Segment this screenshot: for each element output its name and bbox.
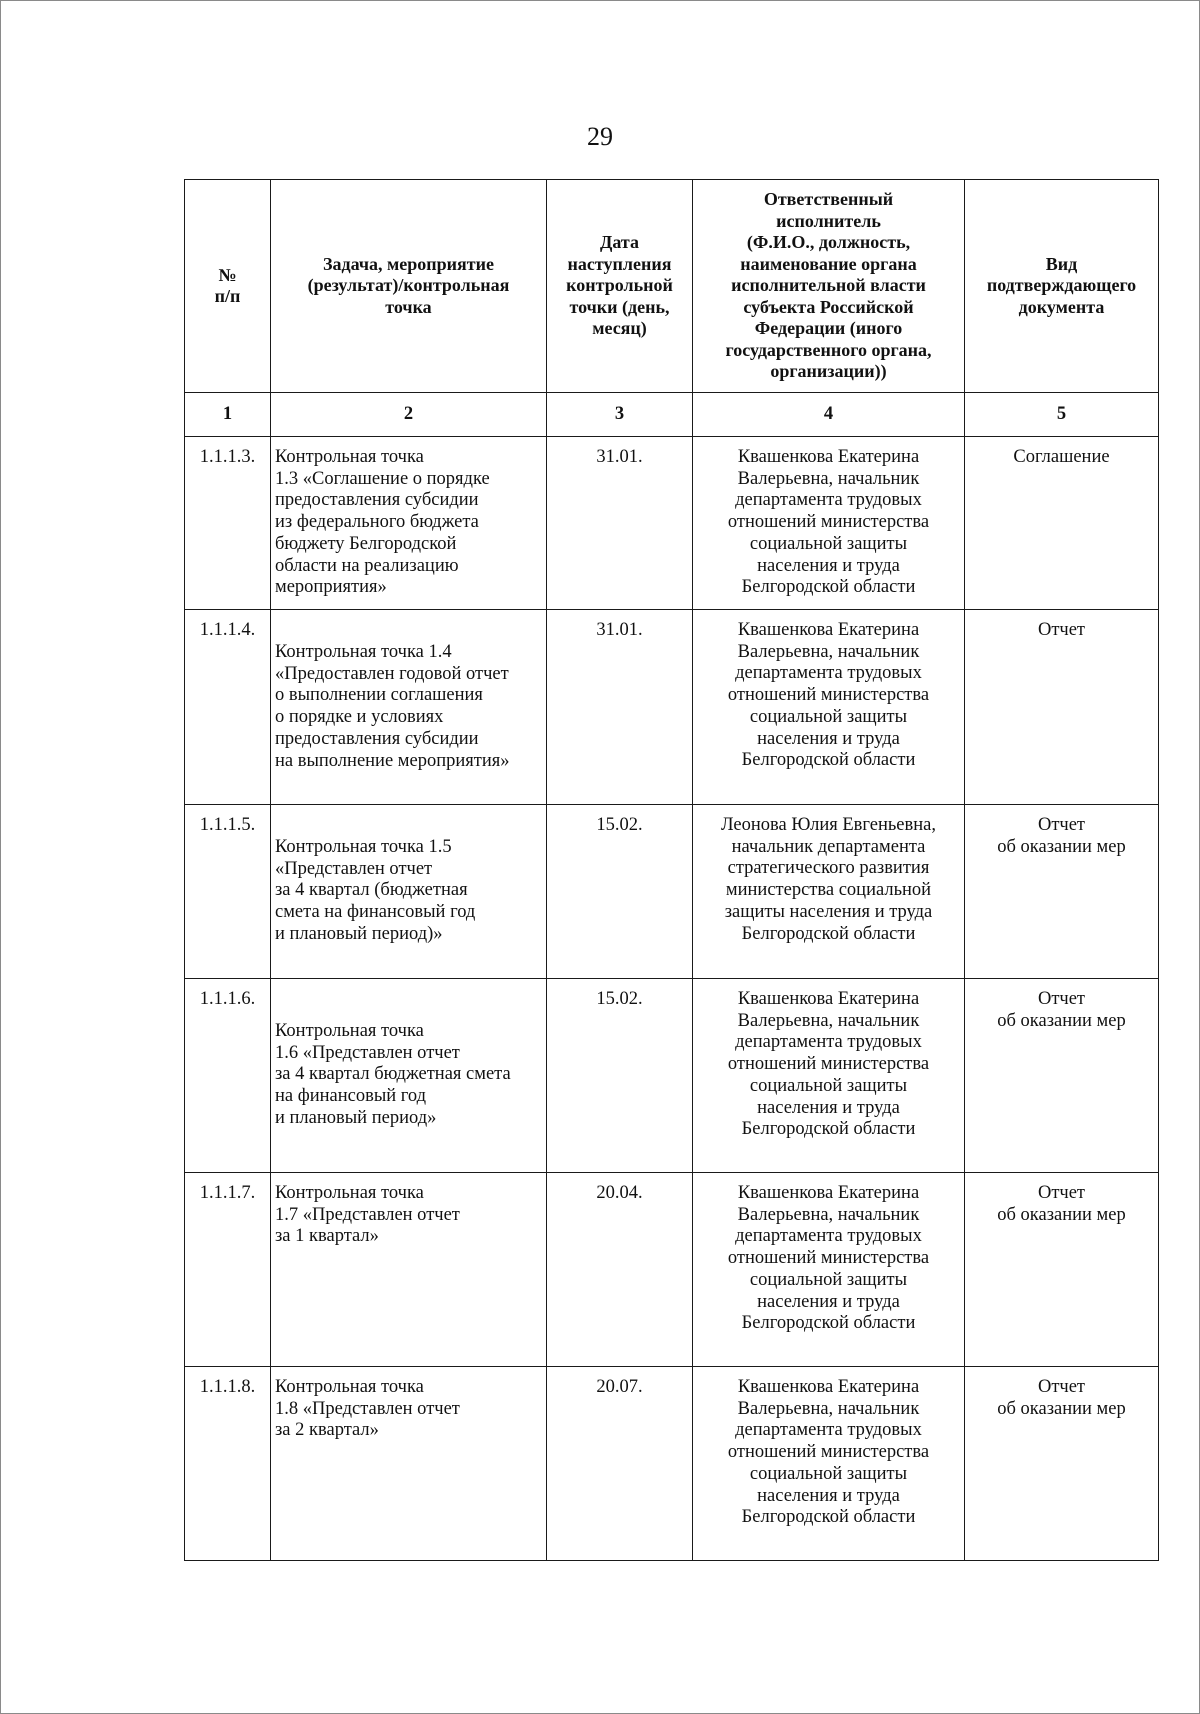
column-number: 1	[185, 393, 271, 437]
task-cell: Контрольная точка 1.6 «Представлен отчет за 4 квартал бюджетная смета на финансовый год и плановый период»	[271, 979, 547, 1173]
task-cell: Контрольная точка 1.7 «Представлен отчет за 1 квартал»	[271, 1173, 547, 1367]
date-cell: 31.01.	[547, 437, 693, 610]
row-number: 1.1.1.8.	[185, 1367, 271, 1561]
row-number: 1.1.1.6.	[185, 979, 271, 1173]
document-type-cell: Отчет об оказании мер	[965, 805, 1159, 979]
table-row	[185, 1173, 1159, 1367]
table-row	[185, 610, 1159, 805]
header-cell-task: Задача, мероприятие (результат)/контрольная точка	[271, 180, 547, 393]
responsible-cell: Леонова Юлия Евгеньевна, начальник департамента стратегического развития министерства социальной защиты населения и труда Белгородской области	[693, 805, 965, 979]
header-cell-number: № п/п	[185, 180, 271, 393]
header-cell-document: Вид подтверждающего документа	[965, 180, 1159, 393]
document-type-cell: Отчет об оказании мер	[965, 1173, 1159, 1367]
column-number: 3	[547, 393, 693, 437]
responsible-cell: Квашенкова Екатерина Валерьевна, начальник департамента трудовых отношений министерства социальной защиты населения и труда Белгородской области	[693, 1173, 965, 1367]
table-row	[185, 1367, 1159, 1561]
document-type-cell: Отчет	[965, 610, 1159, 805]
document-type-cell: Отчет об оказании мер	[965, 1367, 1159, 1561]
responsible-cell: Квашенкова Екатерина Валерьевна, начальник департамента трудовых отношений министерства социальной защиты населения и труда Белгородской области	[693, 437, 965, 610]
task-cell: Контрольная точка 1.3 «Соглашение о порядке предоставления субсидии из федерального бюджета бюджету Белгородской области на реализацию мероприятия»	[271, 437, 547, 610]
task-cell: Контрольная точка 1.4 «Предоставлен годовой отчет о выполнении соглашения о порядке и условиях предоставления субсидии на выполнение мероприятия»	[271, 610, 547, 805]
date-cell: 20.07.	[547, 1367, 693, 1561]
column-number-row	[185, 393, 1159, 437]
task-cell: Контрольная точка 1.5 «Представлен отчет за 4 квартал (бюджетная смета на финансовый год и плановый период)»	[271, 805, 547, 979]
date-cell: 15.02.	[547, 805, 693, 979]
row-number: 1.1.1.4.	[185, 610, 271, 805]
row-number: 1.1.1.5.	[185, 805, 271, 979]
table-row	[185, 979, 1159, 1173]
page-number: 29	[587, 122, 613, 151]
column-number: 4	[693, 393, 965, 437]
document-type-cell: Соглашение	[965, 437, 1159, 610]
column-number: 5	[965, 393, 1159, 437]
table-row	[185, 805, 1159, 979]
control-points-table	[184, 179, 1159, 1561]
header-cell-date: Дата наступления контрольной точки (день, месяц)	[547, 180, 693, 393]
responsible-cell: Квашенкова Екатерина Валерьевна, начальник департамента трудовых отношений министерства социальной защиты населения и труда Белгородской области	[693, 1367, 965, 1561]
header-row	[185, 180, 1159, 393]
task-cell: Контрольная точка 1.8 «Представлен отчет за 2 квартал»	[271, 1367, 547, 1561]
responsible-cell: Квашенкова Екатерина Валерьевна, начальник департамента трудовых отношений министерства социальной защиты населения и труда Белгородской области	[693, 610, 965, 805]
date-cell: 20.04.	[547, 1173, 693, 1367]
column-number: 2	[271, 393, 547, 437]
row-number: 1.1.1.7.	[185, 1173, 271, 1367]
date-cell: 15.02.	[547, 979, 693, 1173]
table-row	[185, 437, 1159, 610]
header-cell-responsible: Ответственный исполнитель (Ф.И.О., должность, наименование органа исполнительной власти субъекта Российской Федерации (иного государственного органа, организации))	[693, 180, 965, 393]
date-cell: 31.01.	[547, 610, 693, 805]
document-type-cell: Отчет об оказании мер	[965, 979, 1159, 1173]
responsible-cell: Квашенкова Екатерина Валерьевна, начальник департамента трудовых отношений министерства социальной защиты населения и труда Белгородской области	[693, 979, 965, 1173]
row-number: 1.1.1.3.	[185, 437, 271, 610]
